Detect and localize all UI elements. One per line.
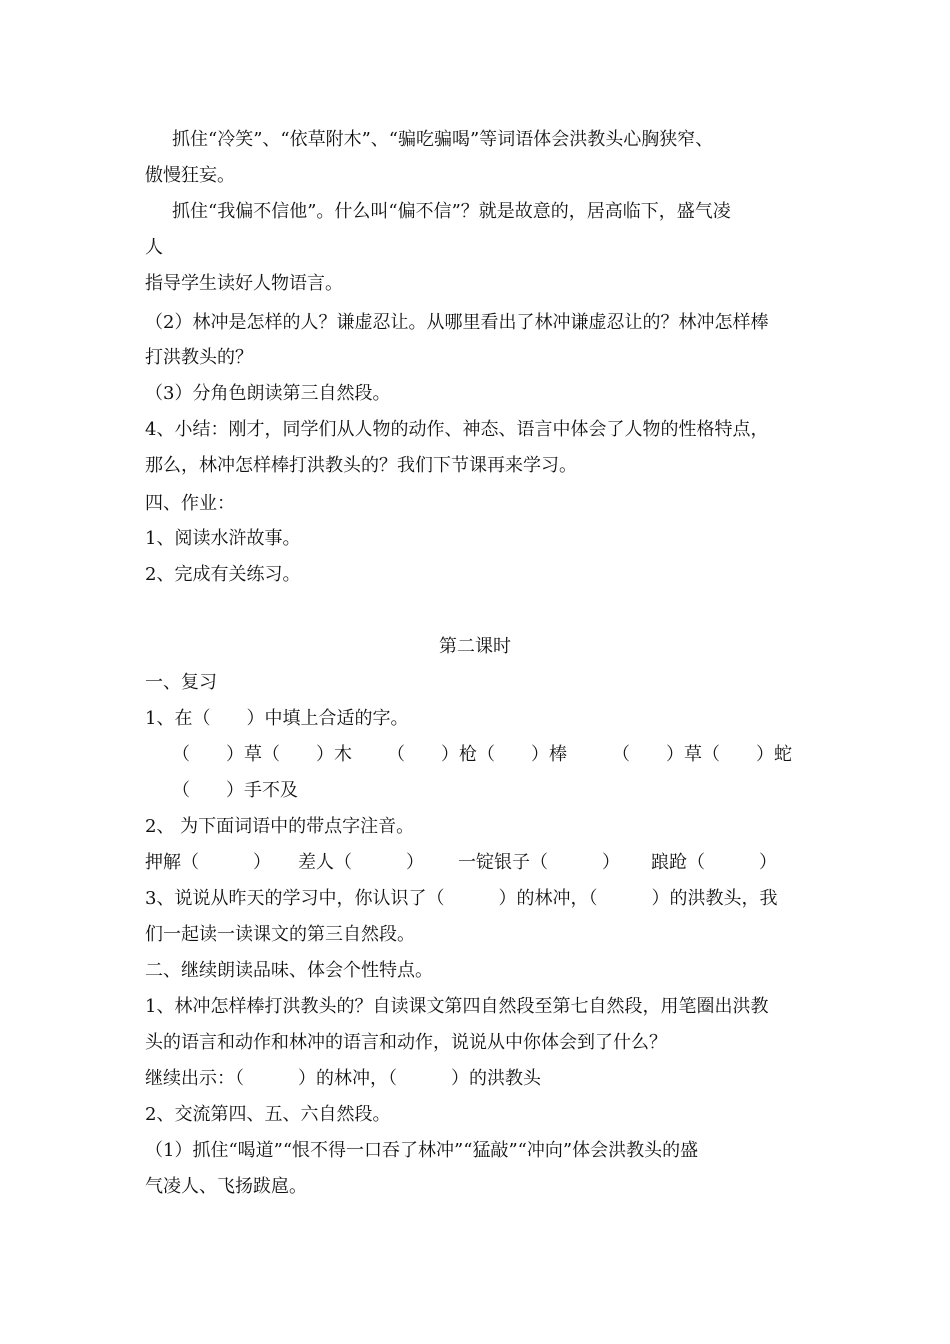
paragraph-line: 指导学生读好人物语言。 [145,273,343,294]
section-heading: 二、继续朗读品味、体会个性特点。 [145,960,433,981]
paragraph-line: 抓住“冷笑”、“依草附木”、“骗吃骗喝”等词语体会洪教头心胸狭窄、 [172,129,714,150]
pinyin-item: 一锭银子（ ） [458,852,620,873]
pinyin-item: 押解（ ） [145,852,271,873]
paragraph-line: 人 [145,237,163,258]
lesson-title: 第二课时 [439,636,511,657]
fill-blank-item: （ ）手不及 [172,780,298,801]
summary-line: 4、小结：刚才，同学们从人物的动作、神态、语言中体会了人物的性格特点， [145,419,769,440]
question-line: 3、说说从昨天的学习中，你认识了（ ）的林冲，（ ）的洪教头，我 [145,888,778,909]
pinyin-item: 差人（ ） [298,852,424,873]
paragraph-line: 傲慢狂妄。 [145,165,235,186]
question-line: 打洪教头的？ [145,347,253,368]
paragraph-line: 1、林冲怎样棒打洪教头的？自读课文第四自然段至第七自然段，用笔圈出洪教 [145,996,769,1017]
fill-blank-item: （ ）草（ ）蛇 [612,744,792,765]
paragraph-line: （1）抓住“喝道”“恨不得一口吞了林冲”“猛敲”“冲向”体会洪教头的盛 [145,1140,699,1161]
exercise-instruction: 2、 为下面词语中的带点字注音。 [145,816,415,837]
homework-item: 2、完成有关练习。 [145,564,301,585]
paragraph-line: 气凌人、飞扬跋扈。 [145,1176,307,1197]
homework-heading: 四、作业： [145,493,235,514]
exercise-instruction: 1、在（ ）中填上合适的字。 [145,708,409,729]
question-line: （3）分角色朗读第三自然段。 [145,383,391,404]
homework-item: 1、阅读水浒故事。 [145,528,301,549]
paragraph-line: 抓住“我偏不信他”。什么叫“偏不信”？就是故意的，居高临下，盛气凌 [172,201,731,222]
fill-blank-item: （ ）草（ ）木 [172,744,352,765]
summary-line: 那么，林冲怎样棒打洪教头的？我们下节课再来学习。 [145,455,577,476]
paragraph-line: 头的语言和动作和林冲的语言和动作，说说从中你体会到了什么？ [145,1032,667,1053]
question-line: （2）林冲是怎样的人？谦虚忍让。从哪里看出了林冲谦虚忍让的？林冲怎样棒 [145,312,769,333]
paragraph-line: 2、交流第四、五、六自然段。 [145,1104,391,1125]
paragraph-line: 继续出示：（ ）的林冲，（ ）的洪教头 [145,1068,541,1089]
fill-blank-item: （ ）枪（ ）棒 [387,744,567,765]
question-line: 们一起读一读课文的第三自然段。 [145,924,415,945]
pinyin-item: 踉跄（ ） [651,852,777,873]
section-heading: 一、复习 [145,672,217,693]
